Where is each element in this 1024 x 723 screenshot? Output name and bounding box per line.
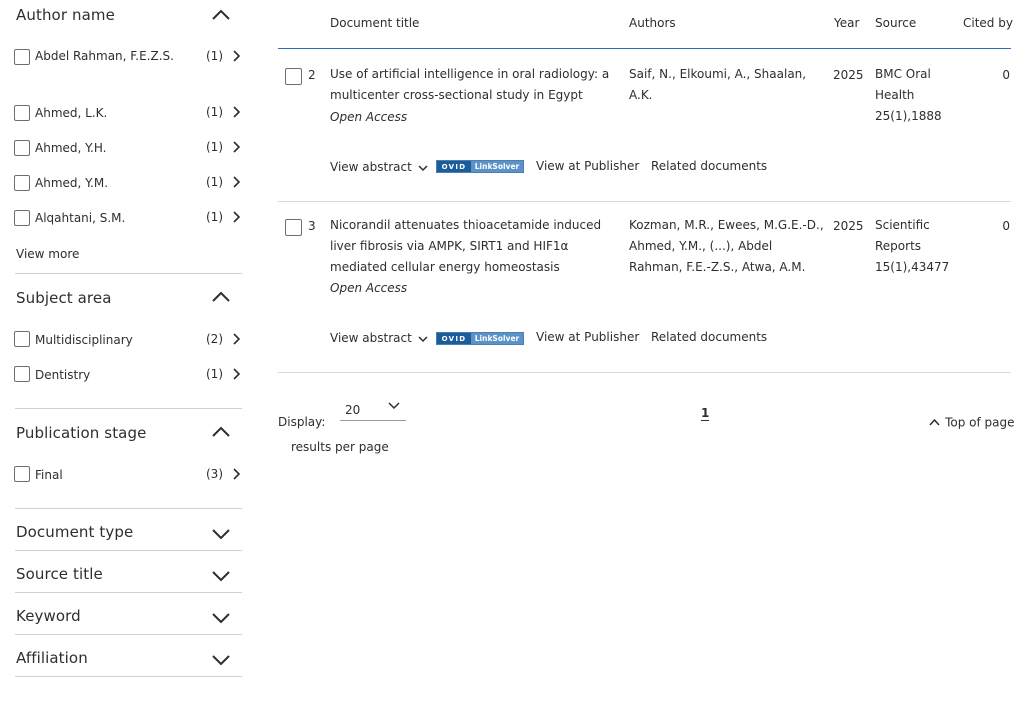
row-select-checkbox[interactable] xyxy=(285,219,302,236)
subject-option-checkbox-2[interactable] xyxy=(14,366,30,382)
chevron-up-icon xyxy=(210,8,232,22)
row-number: 3 xyxy=(308,219,316,233)
view-at-publisher-link[interactable]: View at Publisher xyxy=(536,159,640,173)
document-source[interactable]: Scientific Reports 15(1),43477 xyxy=(875,218,950,274)
column-header-authors[interactable]: Authors xyxy=(629,16,676,30)
author-option-drill-3[interactable] xyxy=(230,140,242,154)
chevron-up-icon xyxy=(929,418,940,427)
linksolver-button[interactable] xyxy=(436,332,524,345)
chevron-down-icon xyxy=(210,611,232,625)
facet-divider xyxy=(15,550,242,551)
source-title-facet-title[interactable]: Source title xyxy=(16,565,103,583)
stage-option-label-1: Final xyxy=(35,468,63,482)
related-documents-link[interactable]: Related documents xyxy=(651,159,768,173)
stage-option-drill-1[interactable] xyxy=(230,467,242,481)
author-option-checkbox-1[interactable] xyxy=(14,49,30,65)
author-option-label-2: Ahmed, L.K. xyxy=(35,106,108,120)
open-access-label: Open Access xyxy=(330,110,408,124)
view-at-publisher-link[interactable]: View at Publisher xyxy=(536,330,640,344)
document-year: 2025 xyxy=(833,68,864,82)
document-title-link[interactable]: Use of artificial intelligence in oral radiology: a multicenter cross-sectional study in Egypt xyxy=(330,67,610,102)
author-option-count-3: (1) xyxy=(206,140,223,154)
stage-option-count-1: (3) xyxy=(206,467,223,481)
facet-divider xyxy=(15,508,242,509)
cited-by-count[interactable]: 0 xyxy=(1002,219,1010,233)
linksolver-button[interactable] xyxy=(436,160,524,173)
chevron-right-icon xyxy=(230,105,242,119)
chevron-right-icon xyxy=(230,332,242,346)
subject-option-count-2: (1) xyxy=(206,367,223,381)
pagination-current-page[interactable]: 1 xyxy=(701,406,710,420)
chevron-right-icon xyxy=(230,467,242,481)
row-divider xyxy=(278,372,1011,373)
expand-affiliation-facet-button[interactable] xyxy=(210,653,232,669)
subject-option-drill-2[interactable] xyxy=(230,367,242,381)
chevron-down-icon xyxy=(418,164,428,172)
results-per-page-value: 20 xyxy=(345,403,361,417)
author-facet-title[interactable]: Author name xyxy=(16,6,115,24)
chevron-right-icon xyxy=(230,140,242,154)
author-option-label-3: Ahmed, Y.H. xyxy=(35,141,107,155)
facet-divider xyxy=(15,676,242,677)
view-abstract-label: View abstract xyxy=(330,331,412,345)
author-option-drill-1[interactable] xyxy=(230,49,242,63)
author-option-checkbox-4[interactable] xyxy=(14,175,30,191)
row-select-checkbox[interactable] xyxy=(285,68,302,85)
subject-option-checkbox-1[interactable] xyxy=(14,331,30,347)
ovid-logo: OVID xyxy=(437,161,471,172)
author-option-label-5: Alqahtani, S.M. xyxy=(35,211,126,225)
chevron-right-icon xyxy=(230,175,242,189)
subject-option-count-1: (2) xyxy=(206,332,223,346)
view-abstract-button[interactable] xyxy=(330,160,428,174)
document-title-link[interactable]: Nicorandil attenuates thioacetamide induced liver fibrosis via AMPK, SIRT1 and HIF1α mediated cellular energy homeostasis xyxy=(330,218,602,274)
row-divider xyxy=(278,201,1011,202)
author-option-count-2: (1) xyxy=(206,105,223,119)
view-abstract-button[interactable] xyxy=(330,331,428,345)
author-option-drill-5[interactable] xyxy=(230,210,242,224)
linksolver-label: LinkSolver xyxy=(471,161,523,172)
results-per-page-select[interactable] xyxy=(340,400,406,421)
expand-keyword-facet-button[interactable] xyxy=(210,611,232,627)
chevron-up-icon xyxy=(210,290,232,304)
facet-divider xyxy=(15,634,242,635)
chevron-up-icon xyxy=(210,425,232,439)
document-type-facet-title[interactable]: Document type xyxy=(16,523,134,541)
stage-facet-title[interactable]: Publication stage xyxy=(16,424,147,442)
document-year: 2025 xyxy=(833,219,864,233)
facet-divider xyxy=(15,592,242,593)
author-option-checkbox-5[interactable] xyxy=(14,210,30,226)
facet-divider xyxy=(15,273,242,274)
ovid-logo: OVID xyxy=(437,333,471,344)
subject-option-label-1: Multidisciplinary xyxy=(35,333,133,347)
document-authors[interactable]: Saif, N., Elkoumi, A., Shaalan, A.K. xyxy=(629,67,807,102)
subject-option-drill-1[interactable] xyxy=(230,332,242,346)
top-of-page-link[interactable] xyxy=(929,412,1015,431)
author-option-label-4: Ahmed, Y.M. xyxy=(35,176,109,190)
results-per-page-label: results per page xyxy=(291,440,389,454)
collapse-stage-facet-button[interactable] xyxy=(210,425,232,441)
author-option-count-5: (1) xyxy=(206,210,223,224)
row-number: 2 xyxy=(308,68,316,82)
author-option-drill-2[interactable] xyxy=(230,105,242,119)
cited-by-count[interactable]: 0 xyxy=(1002,68,1010,82)
author-option-drill-4[interactable] xyxy=(230,175,242,189)
related-documents-link[interactable]: Related documents xyxy=(651,330,768,344)
chevron-right-icon xyxy=(230,210,242,224)
subject-facet-title[interactable]: Subject area xyxy=(16,289,112,307)
affiliation-facet-title[interactable]: Affiliation xyxy=(16,649,88,667)
chevron-right-icon xyxy=(230,49,242,63)
top-of-page-label: Top of page xyxy=(945,415,1015,430)
author-option-checkbox-2[interactable] xyxy=(14,105,30,121)
facet-divider xyxy=(15,408,242,409)
expand-source-title-facet-button[interactable] xyxy=(210,569,232,585)
expand-document-type-facet-button[interactable] xyxy=(210,527,232,543)
document-authors[interactable]: Kozman, M.R., Ewees, M.G.E.-D., Ahmed, Y.M., (...), Abdel Rahman, F.E.-Z.S., Atwa, A.M. xyxy=(629,218,824,274)
column-header-title[interactable]: Document title xyxy=(330,16,420,30)
column-header-source[interactable]: Source xyxy=(875,16,917,30)
chevron-down-icon xyxy=(210,569,232,583)
stage-option-checkbox-1[interactable] xyxy=(14,466,30,482)
column-header-year[interactable]: Year xyxy=(834,16,860,30)
collapse-author-facet-button[interactable] xyxy=(210,8,232,24)
chevron-right-icon xyxy=(230,367,242,381)
view-more-authors-link[interactable]: View more xyxy=(16,247,80,261)
display-label: Display: xyxy=(278,415,326,429)
open-access-label: Open Access xyxy=(330,281,408,295)
subject-option-label-2: Dentistry xyxy=(35,368,91,382)
collapse-subject-facet-button[interactable] xyxy=(210,290,232,306)
view-abstract-label: View abstract xyxy=(330,160,412,174)
author-option-label-1: Abdel Rahman, F.E.Z.S. xyxy=(35,49,174,63)
table-header-divider xyxy=(278,48,1011,49)
chevron-down-icon xyxy=(418,335,428,343)
author-option-count-1: (1) xyxy=(206,49,223,63)
linksolver-label: LinkSolver xyxy=(471,333,523,344)
chevron-down-icon xyxy=(388,402,400,410)
chevron-down-icon xyxy=(210,527,232,541)
column-header-cited-by[interactable]: Cited by xyxy=(963,16,1013,30)
chevron-down-icon xyxy=(210,653,232,667)
document-source[interactable]: BMC Oral Health 25(1),1888 xyxy=(875,67,942,123)
author-option-count-4: (1) xyxy=(206,175,223,189)
author-option-checkbox-3[interactable] xyxy=(14,140,30,156)
keyword-facet-title[interactable]: Keyword xyxy=(16,607,81,625)
